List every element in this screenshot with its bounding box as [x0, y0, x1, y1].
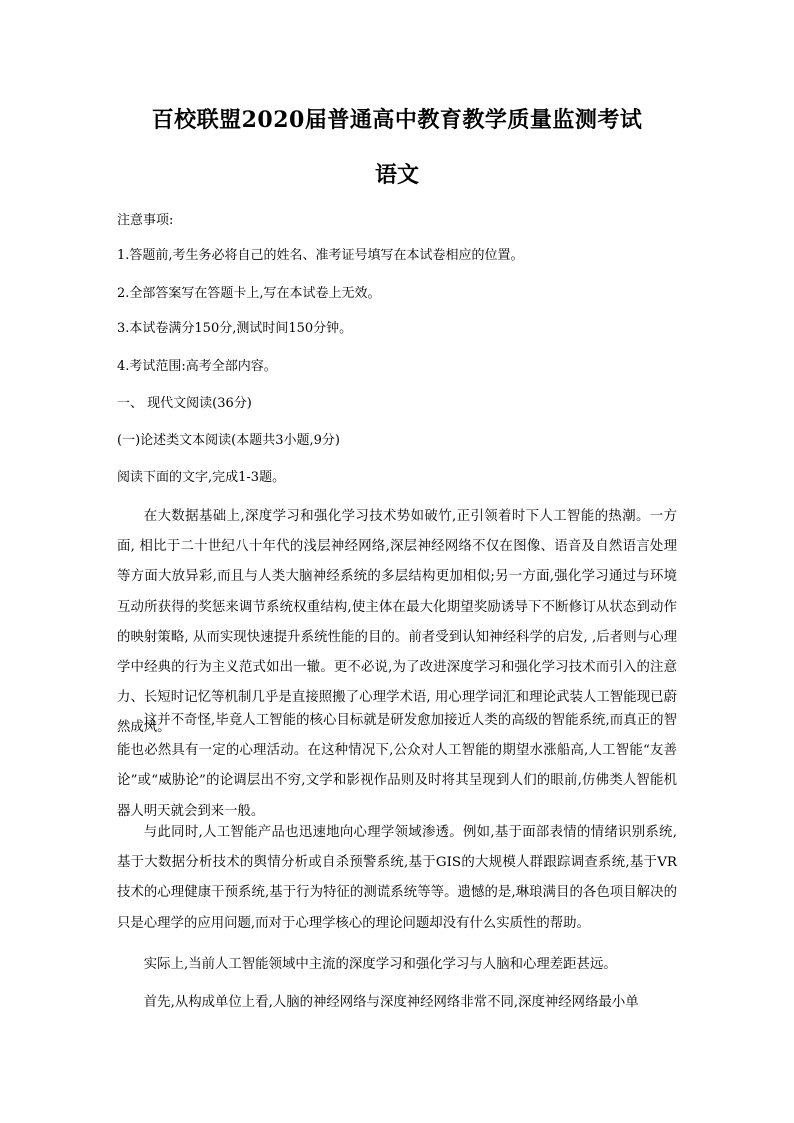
- passage-paragraph-5: 首先,从构成单位上看,人脑的神经网络与深度神经网络非常不同,深度神经网络最小单: [143, 995, 639, 1010]
- subsection-heading: (一)论述类文本阅读(本题共3小题,9分): [117, 433, 340, 448]
- notice-item-3: 3.本试卷满分150分,测试时间150分钟。: [117, 321, 353, 336]
- subject-heading: 语文: [374, 162, 419, 188]
- notice-item-4: 4.考试范围:高考全部内容。: [117, 359, 277, 374]
- notice-item-2: 2.全部答案写在答题卡上,写在本试卷上无效。: [117, 286, 381, 301]
- notice-heading: 注意事项:: [117, 213, 174, 228]
- passage-paragraph-2: 这并不奇怪,毕竟人工智能的核心目标就是研发愈加接近人类的高级的智能系统,而真正的智能也必然具有一定的心理活动。在这种情况下,公众对人工智能的期望水涨船高,人工智能“友善论”或“威胁论”的论调层出不穷,文学和影视作品则及时将其呈现到人们的眼前,仿佛类人智能机器人明天就会到来一般。: [117, 713, 677, 819]
- section-heading: 一、 现代文阅读(36分): [117, 396, 252, 411]
- page-title: 百校联盟2020届普通高中教育教学质量监测考试: [151, 107, 643, 133]
- passage-paragraph-4: 实际上,当前人工智能领域中主流的深度学习和强化学习与人脑和心理差距甚远。: [143, 957, 617, 972]
- reading-instruction: 阅读下面的文字,完成1-3题。: [117, 470, 286, 485]
- passage-paragraph-3: 与此同时,人工智能产品也迅速地向心理学领域渗透。例如,基于面部表情的情绪识别系统,基于大数据分析技术的舆情分析或自杀预警系统,基于GIS的大规模人群跟踪调查系统,基于VR技术的心理健康干预系统,基于行为特征的测谎系统等等。遗憾的是,琳琅满目的各色项目解决的只是心理学的应用问题,而对于心理学核心的理论问题却没有什么实质性的帮助。: [117, 825, 677, 931]
- passage-paragraph-1: 在大数据基础上,深度学习和强化学习技术势如破竹,正引领着时下人工智能的热潮。一方面, 相比于二十世纪八十年代的浅层神经网络,深层神经网络不仅在图像、语音及自然语言处理等方面大放异彩,而且与人类大脑神经系统的多层结构更加相似;另一方面,强化学习通过与环境互动所获得的奖惩来调节系统权重结构,使主体在最大化期望奖励诱导下不断修订从状态到动作的映射策略, 从而实现快速提升系统性能的目的。前者受到认知神经科学的启发, ,后者则与心理学中经典的行为主义范式如出一辙。更不必说,为了改进深度学习和强化学习技术而引入的注意力、长短时记忆等机制几乎是直接照搬了心理学术语, 用心理学词汇和理论武装人工智能现已蔚然成风。: [117, 509, 677, 736]
- notice-item-1: 1.答题前,考生务必将自己的姓名、准考证号填写在本试卷相应的位置。: [117, 248, 524, 263]
